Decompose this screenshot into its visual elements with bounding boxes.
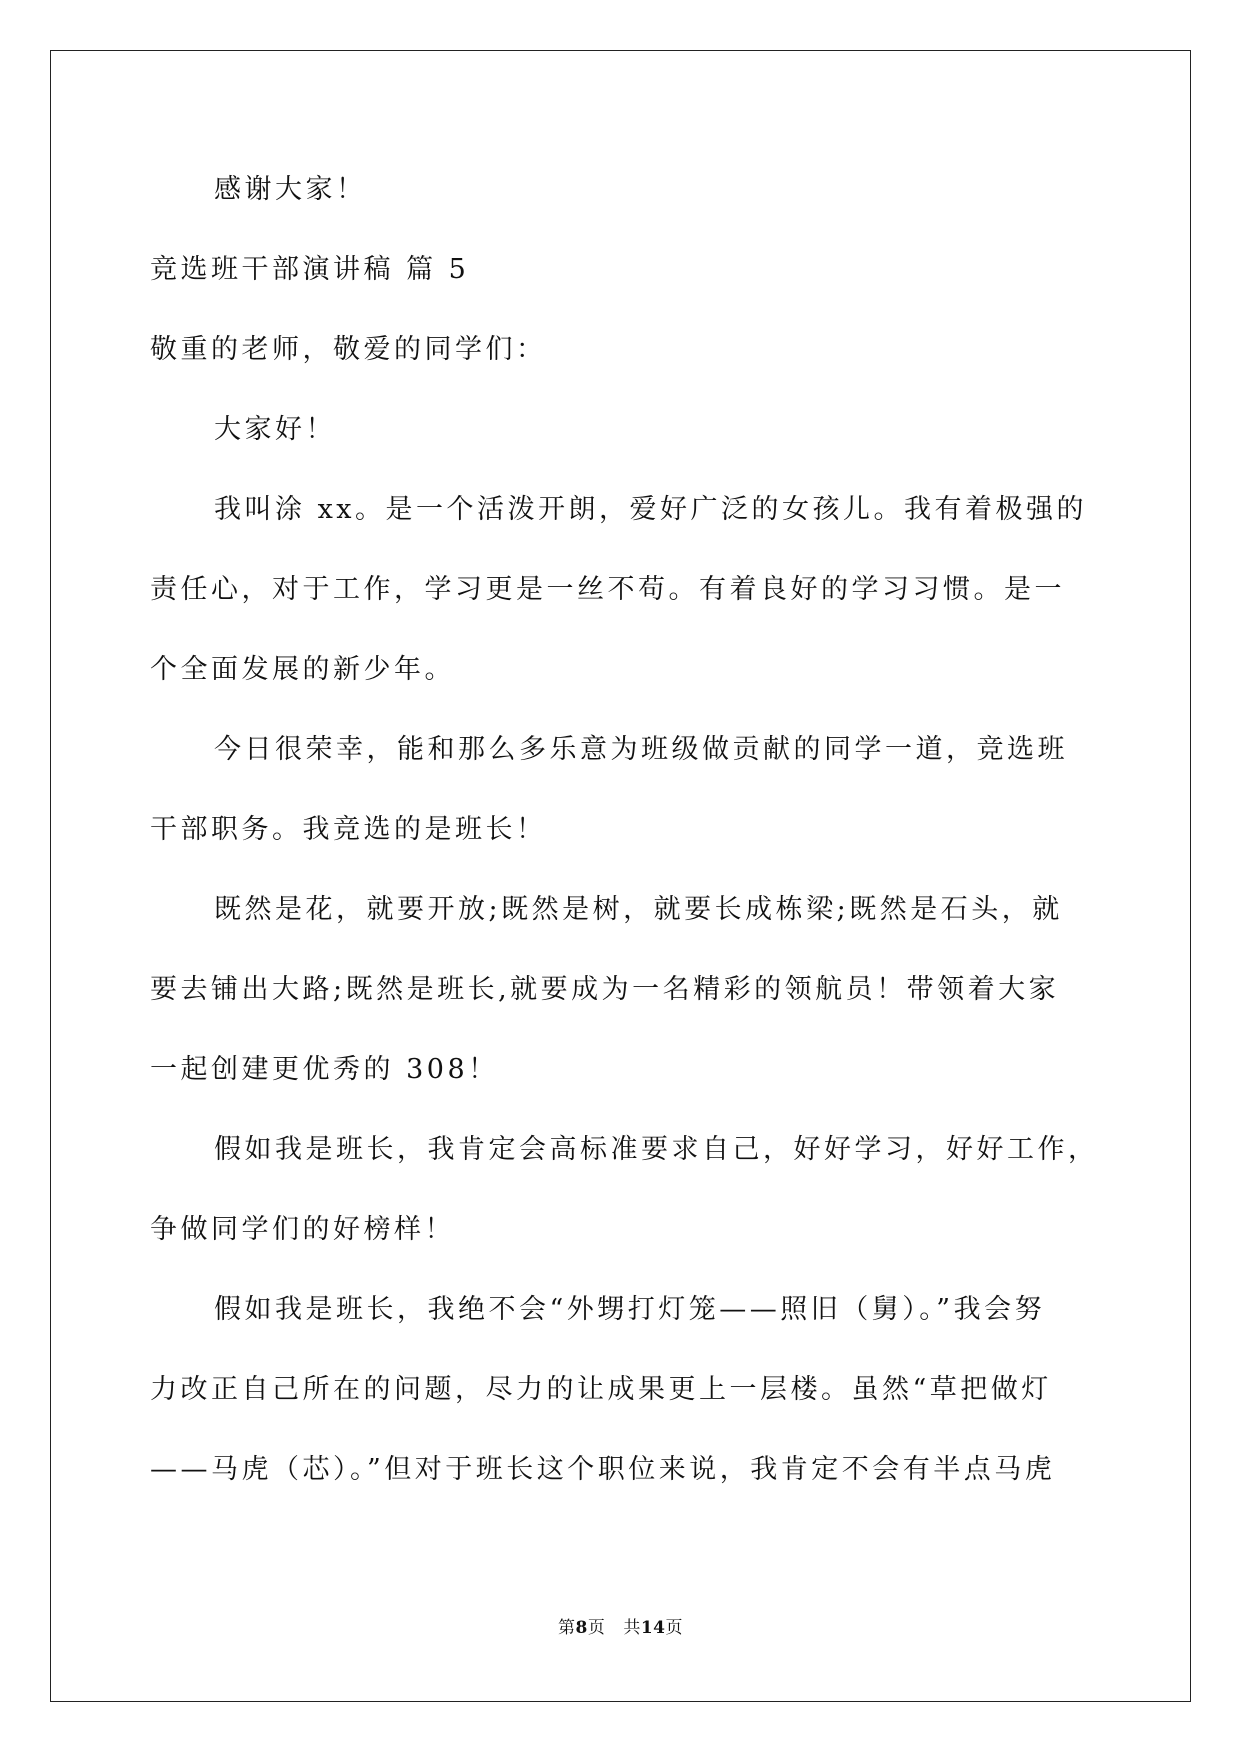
total-page-number: 14 [640,1618,666,1638]
paragraph-line: ——马虎（芯）。”但对于班长这个职位来说，我肯定不会有半点马虎 [150,1454,1056,1485]
page-suffix: 页 [587,1618,606,1638]
paragraph-line: 假如我是班长，我绝不会“外甥打灯笼——照旧（舅）。”我会努 [214,1294,1046,1325]
paragraph-line: 个全面发展的新少年。 [150,654,455,685]
closing-line: 感谢大家！ [214,174,367,205]
paragraph-line: 争做同学们的好榜样！ [150,1214,455,1245]
paragraph-line: 今日很荣幸，能和那么多乐意为班级做贡献的同学一道，竞选班 [214,734,1068,765]
paragraph-line: 干部职务。我竞选的是班长！ [150,814,547,845]
paragraph-line: 假如我是班长，我肯定会高标准要求自己，好好学习，好好工作， [214,1134,1099,1165]
section-heading: 竞选班干部演讲稿 篇 5 [150,254,470,285]
page-prefix: 第 [557,1618,576,1638]
current-page-number: 8 [575,1618,588,1638]
salutation-line: 敬重的老师，敬爱的同学们： [150,334,547,365]
greeting-line: 大家好！ [214,414,336,445]
paragraph-line: 力改正自己所在的问题，尽力的让成果更上一层楼。虽然“草把做灯 [150,1374,1052,1405]
paragraph-line: 既然是花，就要开放;既然是树，就要长成栋梁;既然是石头，就 [214,894,1063,925]
paragraph-line: 责任心，对于工作，学习更是一丝不苟。有着良好的学习习惯。是一 [150,574,1065,605]
paragraph-line: 我叫涂 xx。是一个活泼开朗，爱好广泛的女孩儿。我有着极强的 [214,494,1088,525]
page-footer [0,1616,1241,1640]
total-suffix: 页 [665,1618,683,1638]
total-prefix: 共 [623,1618,641,1638]
paragraph-line: 要去铺出大路;既然是班长,就要成为一名精彩的领航员！带领着大家 [150,974,1060,1005]
paragraph-line: 一起创建更优秀的 308！ [150,1054,499,1085]
